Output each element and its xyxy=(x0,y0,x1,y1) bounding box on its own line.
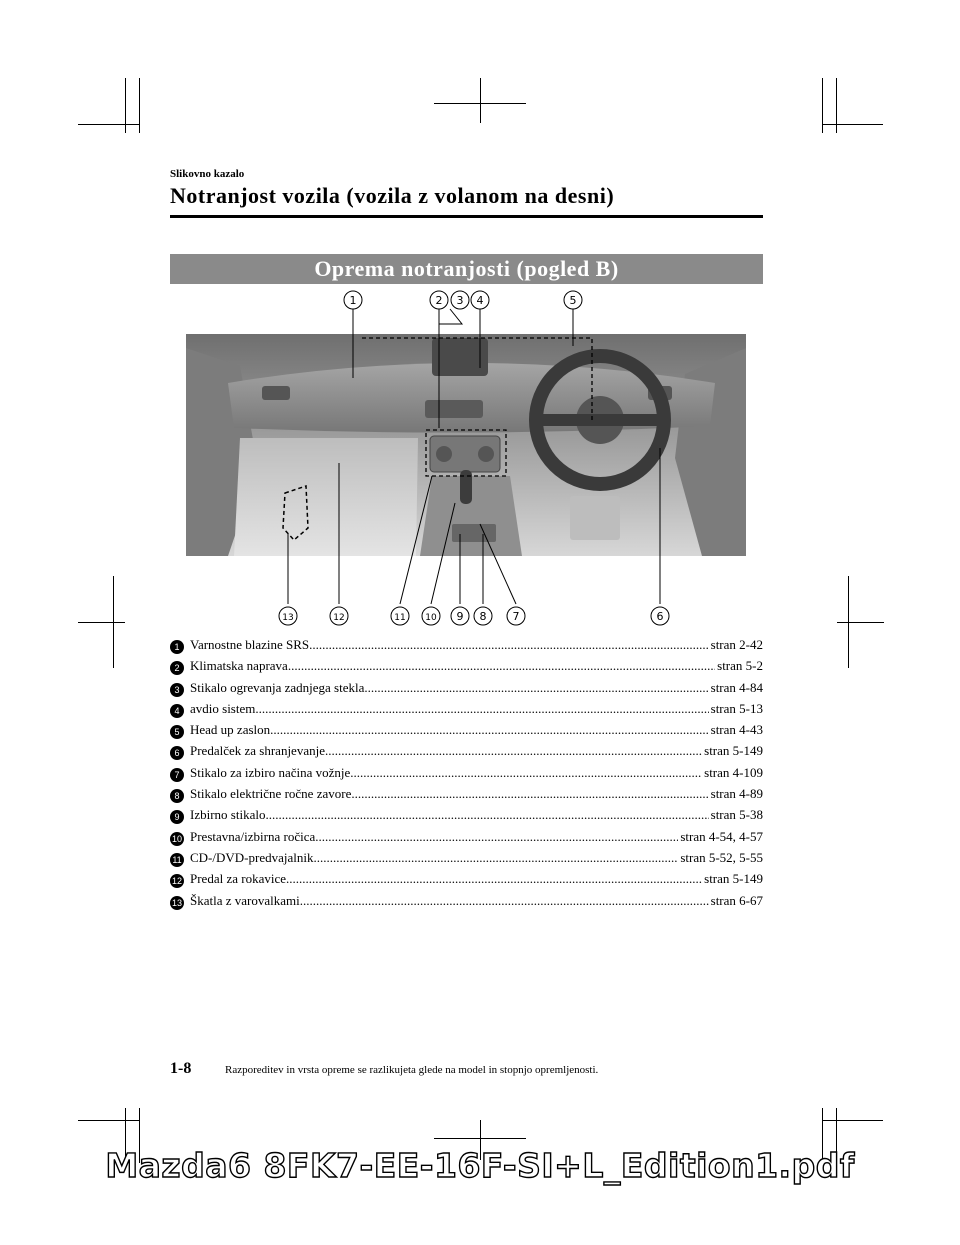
svg-text:6: 6 xyxy=(656,610,664,623)
item-number: 7 xyxy=(170,768,184,782)
svg-text:9: 9 xyxy=(456,610,464,623)
section-label: Slikovno kazalo xyxy=(170,168,245,180)
glovebox-area xyxy=(234,438,418,556)
page-reference: stran 5-2 xyxy=(717,658,763,674)
floor-pedals xyxy=(570,496,620,540)
page-reference: stran 5-13 xyxy=(710,700,763,716)
legend-item xyxy=(170,826,763,847)
legend-item xyxy=(170,634,763,655)
page-reference: stran 5-38 xyxy=(710,807,763,823)
page-reference: stran 2-42 xyxy=(710,637,763,652)
svg-text:10: 10 xyxy=(425,613,437,623)
svg-text:1: 1 xyxy=(349,294,357,307)
callout-9 xyxy=(451,607,469,625)
item-label: Izbirno stikalo xyxy=(190,807,266,823)
item-label: CD-/DVD-predvajalnik xyxy=(190,849,314,865)
callout-5 xyxy=(564,291,582,309)
legend-item xyxy=(170,740,763,761)
item-number: 10 xyxy=(171,833,182,844)
svg-text:13: 13 xyxy=(282,613,294,623)
footnote: Razporeditev in vrsta opreme se razlikujeta glede na model in stopnjo opremljenosti. xyxy=(225,1064,599,1076)
callout-6 xyxy=(651,607,669,625)
item-number: 13 xyxy=(171,897,182,908)
callout-4 xyxy=(471,291,489,309)
legend-item xyxy=(170,890,763,911)
svg-text:5: 5 xyxy=(569,294,577,307)
callout-10 xyxy=(422,607,440,625)
item-number: 9 xyxy=(170,810,184,824)
item-number: 11 xyxy=(170,853,184,867)
item-label: Predal za rokavice xyxy=(190,871,287,887)
legend-item xyxy=(170,762,763,783)
item-number: 1 xyxy=(170,640,184,654)
item-number: 5 xyxy=(170,725,184,739)
item-label: Stikalo za izbiro načina vožnje xyxy=(190,764,351,780)
gear-lever xyxy=(460,470,472,504)
item-label: Head up zaslon xyxy=(190,722,271,738)
item-number: 12 xyxy=(171,876,182,887)
item-number: 3 xyxy=(170,683,184,697)
svg-text:4: 4 xyxy=(476,294,484,307)
legend-item xyxy=(170,847,763,868)
section-banner: Oprema notranjosti (pogled B) xyxy=(170,254,763,284)
item-label: Prestavna/izbirna ročica xyxy=(190,828,316,844)
document-watermark: Mazda6 8FK7-EE-16F-SI+L_Edition1.pdf xyxy=(105,1146,855,1185)
callout-13 xyxy=(279,607,297,625)
page-reference: stran 5-149 xyxy=(704,743,763,759)
item-label: Predalček za shranjevanje xyxy=(190,743,325,759)
callout-8 xyxy=(474,607,492,625)
page-reference: stran 5-149 xyxy=(704,871,763,887)
interior-illustration xyxy=(170,288,763,633)
callout-1 xyxy=(344,291,362,309)
svg-text:7: 7 xyxy=(512,610,520,623)
item-number: 8 xyxy=(170,789,184,803)
svg-text:3: 3 xyxy=(456,294,464,307)
item-label: Varnostne blazine SRS xyxy=(190,637,310,652)
legend-item xyxy=(170,868,763,889)
left-vent xyxy=(262,386,290,400)
item-label: avdio sistem xyxy=(190,700,256,716)
item-number: 2 xyxy=(170,661,184,675)
callout-7 xyxy=(507,607,525,625)
item-number: 4 xyxy=(170,704,184,718)
legend-item xyxy=(170,655,763,676)
svg-text:2: 2 xyxy=(435,294,443,307)
centre-vent xyxy=(425,400,483,418)
legend-item xyxy=(170,677,763,698)
legend-item xyxy=(170,698,763,719)
legend-item xyxy=(170,783,763,804)
page-reference: stran 6-67 xyxy=(710,892,763,908)
page-reference: stran 4-54, 4-57 xyxy=(680,828,763,844)
console-switches xyxy=(452,524,496,542)
callout-2 xyxy=(430,291,448,309)
svg-text:12: 12 xyxy=(333,613,345,623)
legend-item xyxy=(170,719,763,740)
page-reference: stran 5-52, 5-55 xyxy=(680,849,763,865)
callout-11 xyxy=(391,607,409,625)
legend-item xyxy=(170,804,763,825)
svg-text:8: 8 xyxy=(479,610,487,623)
svg-text:11: 11 xyxy=(394,613,406,623)
item-label: Škatla z varovalkami xyxy=(190,892,300,908)
callout-3 xyxy=(451,291,469,309)
item-label: Klimatska naprava xyxy=(190,658,288,674)
page-reference: stran 4-109 xyxy=(704,764,763,780)
page-reference: stran 4-43 xyxy=(710,722,763,738)
legend-list xyxy=(170,634,763,911)
page-reference: stran 4-89 xyxy=(710,786,763,802)
page-number: 1-8 xyxy=(170,1060,192,1077)
item-label: Stikalo ogrevanja zadnjega stekla xyxy=(190,679,365,695)
item-number: 6 xyxy=(170,746,184,760)
item-label: Stikalo električne ročne zavore xyxy=(190,786,352,802)
title-divider xyxy=(170,215,763,218)
page-reference: stran 4-84 xyxy=(710,679,763,695)
callout-12 xyxy=(330,607,348,625)
page-title: Notranjost vozila (vozila z volanom na desni) xyxy=(170,183,615,208)
